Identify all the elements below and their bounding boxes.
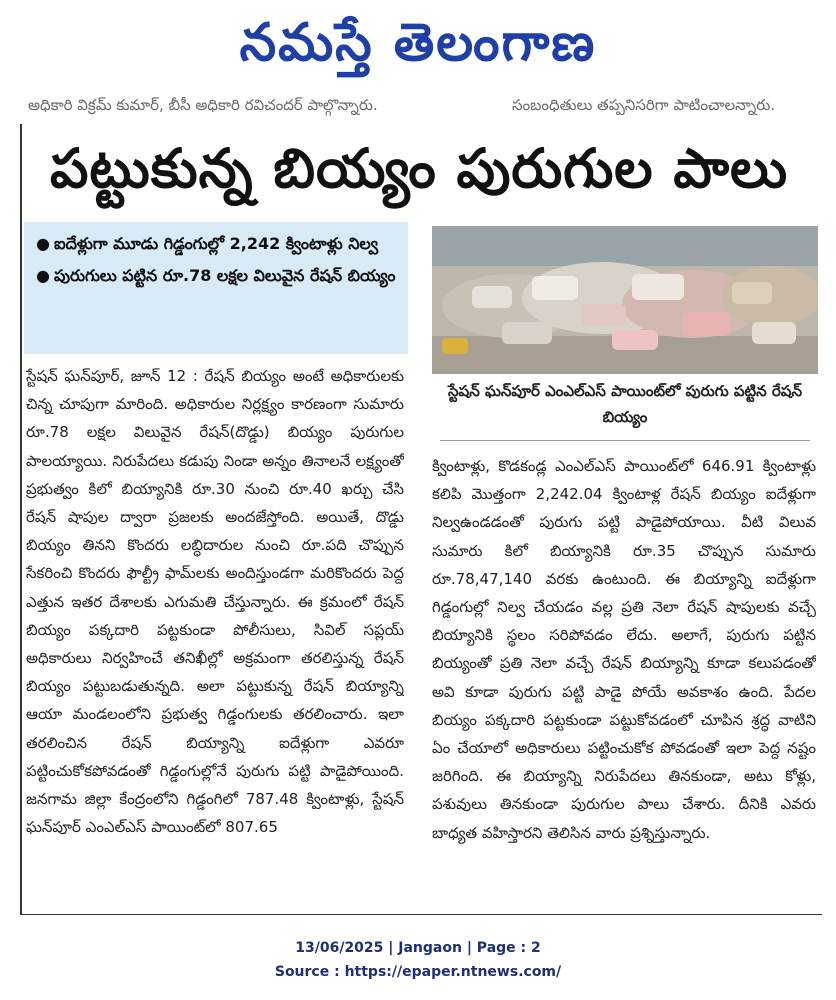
body-text-left: స్టేషన్ ఘన్‌పూర్, జూన్ 12 : రేషన్ బియ్యం అంటే అధికారులకు చిన్న చూపుగా మారింది. అధికారుల నిర్లక్ష్యం కారణంగా సుమారు రూ.78 లక్షల విలువైన రేషన్(దొడ్డు) బియ్యం పురుగుల పాలయ్యాయి. నిరుపేదలు కడుపు నిండా అన్నం తినాలనే లక్ష్యంతో ప్రభుత్వం కిలో బియ్యానికి రూ.30 నుంచి రూ.40 ఖర్చు చేసి రేషన్ షాపుల ద్వారా ప్రజలకు అందజేస్తోంది. అయితే, దొడ్డు బియ్యం తినని కొందరు లబ్ధిదారుల నుంచి రూ.పది చొప్పున సేకరించి కొందరు ఫౌల్ట్రీ ఫామ్‌లకు అందిస్తుండగా మరికొందరు పెద్ద ఎత్తున ఇతర దేశాలకు ఎగుమతి చేస్తున్నారు. ఈ క్రమంలో రేషన్ బియ్యం పక్కదారి పట్టకుండా పోలీసులు, సివిల్ సప్లయ్ అధికారులు నిర్వహించే తనిఖీల్లో అక్రమంగా తరలిస్తున్న రేషన్ బియ్యం పట్టుబడుతున్నది. అలా పట్టుకున్న రేషన్ బియ్యాన్ని ఆయా మండలంలోని ప్రభుత్వ గిడ్డంగులకు తరలించారు. ఇలా తరలించిన రేషన్ బియ్యాన్ని ఐదేళ్లుగా ఎవరూ పట్టించుకోకపోవడంతో గిడ్డంగుల్లోనే పురుగు పట్టి పాడైపోయింది. జనగామ జిల్లా కేంద్రంలోని గిడ్డంగిలో 787.48 క్వింటాళ్లు, స్టేషన్ ఘన్‌పూర్ ఎంఎల్ఎస్ పాయింట్‌లో 807.65 xyxy=(26,367,404,837)
highlight-text: ఐదేళ్లుగా మూడు గిడ్డంగుల్లో 2,242 క్వింటాళ్లు నిల్వ xyxy=(54,234,379,253)
bullet-dot-icon: ● xyxy=(36,234,50,253)
highlight-bullet xyxy=(32,260,408,292)
footer-source-link[interactable]: Source : https://epaper.ntnews.com/ xyxy=(274,964,562,980)
highlight-bullet xyxy=(32,228,408,260)
previous-article-cutline-left: అధికారి విక్రమ్ కుమార్, బీసీ అధికారి రవిచందర్ పాల్గొన్నారు. xyxy=(28,96,378,114)
article-headline: పట్టుకున్న బియ్యం పురుగుల పాలు xyxy=(49,137,789,200)
body-text-right: క్వింటాళ్లు, కొడకండ్ల ఎంఎల్ఎస్ పాయింట్‌లో 646.91 క్వింటాళ్లు కలిపి మొత్తంగా 2,242.04 క్వింటాళ్ల రేషన్ బియ్యం ఐదేళ్లుగా నిల్వఉండడంతో పురుగు పట్టి పాడైపోయాయి. వీటి విలువ సుమారు కిలో బియ్యానికి రూ.35 చొప్పున సుమారు రూ.78,47,140 వరకు ఉంటుంది. ఈ బియ్యాన్ని ఐదేళ్లుగా గిడ్డంగుల్లో నిల్వ చేయడం వల్ల ప్రతి నెలా రేషన్ షాపులకు వచ్చే బియ్యానికి స్థలం సరిపోవడం లేదు. అలాగే, పురుగు పట్టిన బియ్యంతో ప్రతి నెలా వచ్చే రేషన్ బియ్యాన్ని కూడా కలుపడంతో అవి కూడా పురుగు పట్టి పాడై పోయే అవకాశం ఉంది. పేదల బియ్యం పక్కదారి పట్టకుండా పట్టుకోవడంలో చూపిన శ్రద్ధ వాటిని ఏం చేయాలో అధికారులు పట్టించుకోక పోవడంతో ఇలా పెద్ద నష్టం జరిగింది. ఈ బియ్యాన్ని నిరుపేదలు తినకుండా, అటు కోళ్లు, పశువులు తినకుండా పురుగుల పాలు చేశారు. దీనికి ఎవరు బాధ్యత వహిస్తారని తెలిసిన వారు ప్రశ్నిస్తున్నారు. xyxy=(432,457,816,842)
newspaper-masthead xyxy=(0,8,836,78)
photo-caption: స్టేషన్ ఘన్‌పూర్ ఎంఎల్ఎస్ పాయింట్‌లో పురుగు పట్టిన రేషన్ బియ్యం xyxy=(447,382,803,426)
rice-bags-illustration xyxy=(432,226,818,374)
highlights-box xyxy=(24,222,408,354)
masthead-title: నమస్తే తెలంగాణ xyxy=(239,13,597,73)
footer-dateline: 13/06/2025 | Jangaon | Page : 2 xyxy=(295,940,541,956)
bullet-dot-icon: ● xyxy=(36,266,50,285)
previous-article-cutline-right: సంబంధితులు తప్పనిసరిగా పాటించాలన్నారు. xyxy=(512,96,776,114)
article-body-left-column xyxy=(26,362,404,902)
caption-divider xyxy=(440,440,810,441)
article-body-right-column xyxy=(432,452,816,902)
rice-bags-photo xyxy=(432,226,818,374)
page-footer xyxy=(0,936,836,984)
highlight-text: పురుగులు పట్టిన రూ.78 లక్షల విలువైన రేషన్ బియ్యం xyxy=(54,266,396,285)
